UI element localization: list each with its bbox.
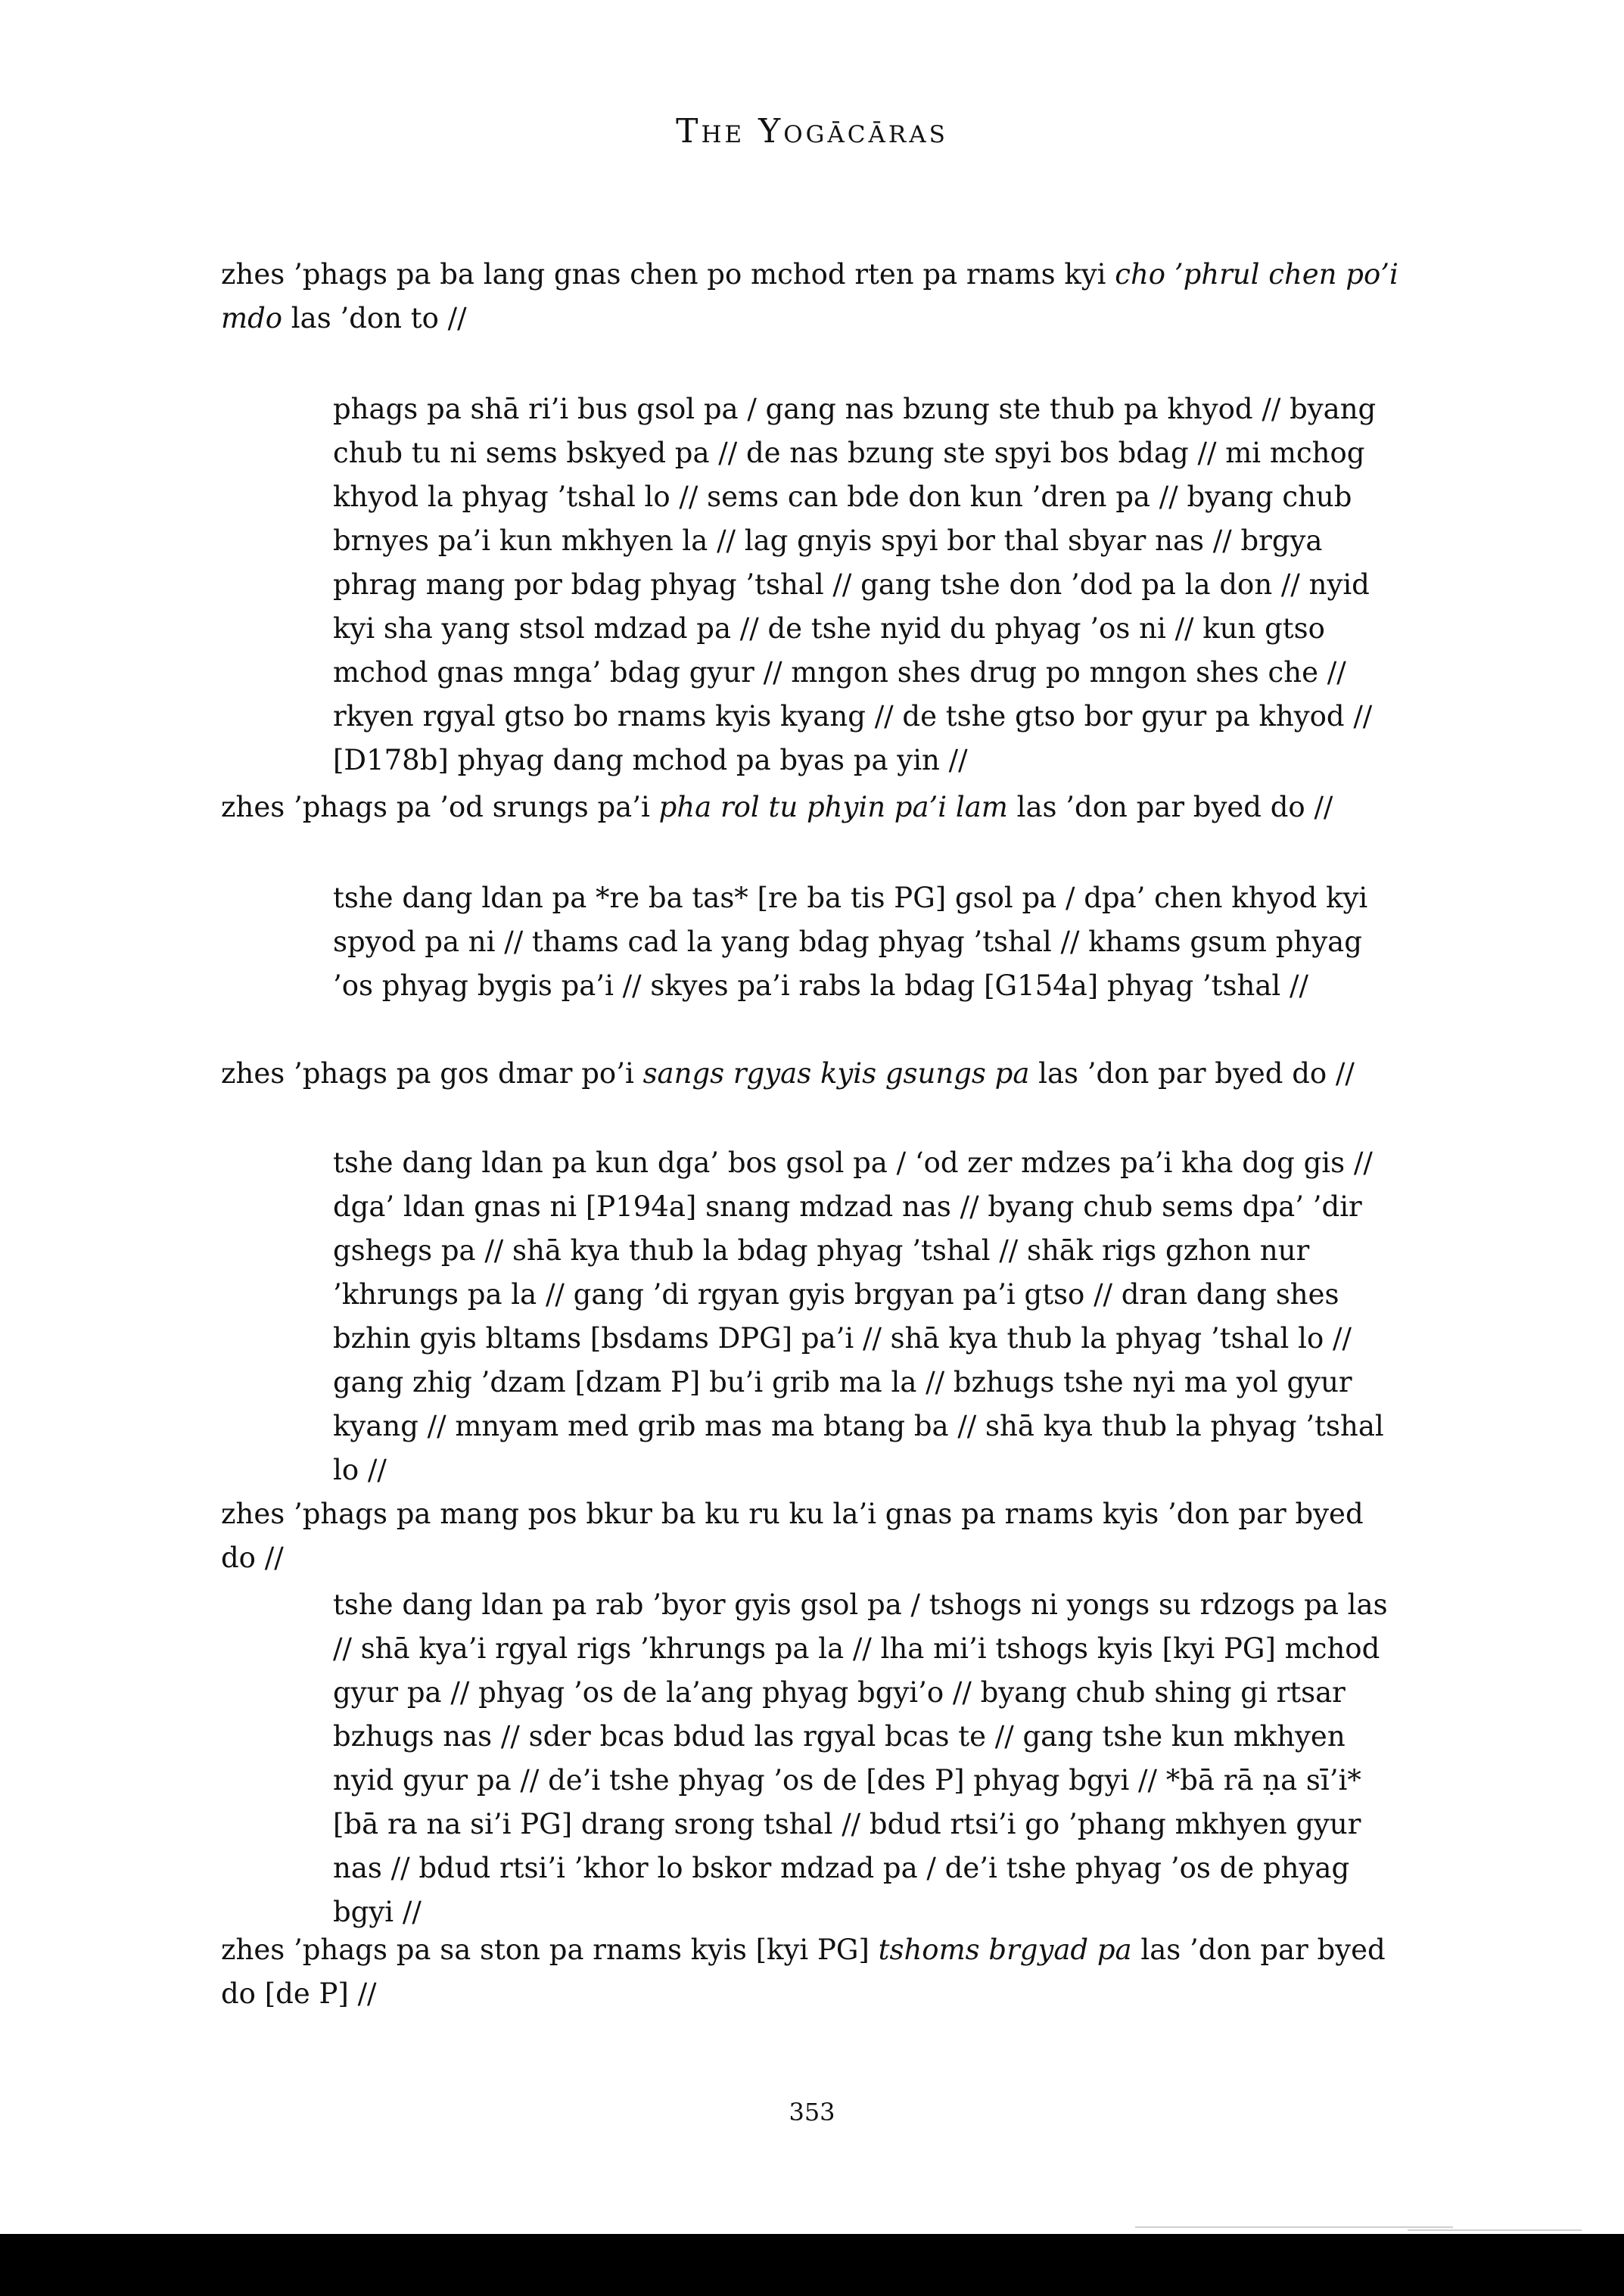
verse-block: tshe dang ldan pa kun dga’ bos gsol pa / ‘od zer mdzes pa’i kha dog gis // dga’ ldan gnas ni [P194a] snang mdzad nas // byang chub sems dpa’ ’dir gshegs pa // shā kya thub la bdag phyag ’tshal // shāk rigs gzhon nur ’khrungs pa la // gang ’di rgyan gyis brgyan pa’i gtso // dran dang shes bzhin gyis bltams [bsdams DPG] pa’i // shā kya thub la phyag ’tshal lo // gang zhig ’dzam [dzam P] bu’i grib ma la // bzhugs tshe nyi ma yol gyur kyang // mnyam med grib mas ma btang ba // shā kya thub la phyag ’tshal lo // — [333, 1146, 1384, 1486]
passage-intro — [221, 786, 1402, 829]
passage-intro — [221, 1928, 1402, 2016]
scan-edge-band — [0, 2234, 1624, 2296]
sutra-title: cho ’phrul chen po’i mdo — [221, 258, 1398, 334]
intro-tail: las ’don par byed do [de P] // — [221, 1934, 1386, 2010]
intro-tail: las ’don par byed do // — [1007, 791, 1333, 823]
verse-block: tshe dang ldan pa *re ba tas* [re ba tis PG] gsol pa / dpa’ chen khyod kyi spyod pa ni // thams cad la yang bdag phyag ’tshal // khams gsum phyag ’os phyag bygis pa’i // skyes pa’i rabs la bdag [G154a] phyag ’tshal // — [333, 882, 1368, 1002]
passage-intro — [221, 1052, 1402, 1096]
scan-artifact-line — [1135, 2226, 1453, 2228]
running-head: The Yogācāras — [676, 112, 948, 151]
verse-block: phags pa shā ri’i bus gsol pa / gang nas bzung ste thub pa khyod // byang chub tu ni sems bskyed pa // de nas bzung ste spyi bos bdag // mi mchog khyod la phyag ’tshal lo // sems can bde don kun ’dren pa // byang chub brnyes pa’i kun mkhyen la // lag gnyis spyi bor thal sbyar nas // brgya phrag mang por bdag phyag ’tshal // gang tshe don ’dod pa la don // nyid kyi sha yang stsol mdzad pa // de tshe nyid du phyag ’os ni // kun gtso mchod gnas mnga’ bdag gyur // mngon shes drug po mngon shes che // rkyen rgyal gtso bo rnams kyis kyang // de tshe gtso bor gyur pa khyod // [D178b] phyag dang mchod pa byas pa yin // — [333, 393, 1377, 776]
passage-intro — [221, 253, 1402, 341]
intro-tail: las ’don par byed do // — [1029, 1057, 1355, 1090]
sutra-title: sangs rgyas kyis gsungs pa — [642, 1057, 1030, 1090]
sutra-title: tshoms brgyad pa — [878, 1934, 1132, 1966]
intro-text: zhes ’phags pa ’od srungs pa’i — [221, 791, 659, 823]
page-number: 353 — [789, 2098, 835, 2126]
intro-tail: las ’don to // — [282, 302, 467, 334]
intro-text: zhes ’phags pa ba lang gnas chen po mchod rten pa rnams kyi — [221, 258, 1115, 291]
intro-text: zhes ’phags pa sa ston pa rnams kyis [kyi PG] — [221, 1934, 879, 1966]
sutra-title: pha rol tu phyin pa’i lam — [658, 791, 1008, 823]
passage-intro — [221, 1492, 1402, 1580]
intro-text: zhes ’phags pa gos dmar po’i — [221, 1057, 643, 1090]
intro-text: zhes ’phags pa mang pos bkur ba ku ru ku la’i gnas pa rnams kyis ’don par byed do // — [221, 1498, 1364, 1574]
scan-artifact-line — [1408, 2229, 1582, 2231]
verse-block: tshe dang ldan pa rab ’byor gyis gsol pa / tshogs ni yongs su rdzogs pa las // shā kya’i rgyal rigs ’khrungs pa la // lha mi’i tshogs kyis [kyi PG] mchod gyur pa // phyag ’os de la’ang phyag bgyi’o // byang chub shing gi rtsar bzhugs nas // sder bcas bdud las rgyal bcas te // gang tshe kun mkhyen nyid gyur pa // de’i tshe phyag ’os de [des P] phyag bgyi // *bā rā ṇa sī’i* [bā ra na si’i PG] drang srong tshal // bdud rtsi’i go ’phang mkhyen gyur nas // bdud rtsi’i ’khor lo bskor mdzad pa / de’i tshe phyag ’os de phyag bgyi // — [333, 1588, 1388, 1928]
